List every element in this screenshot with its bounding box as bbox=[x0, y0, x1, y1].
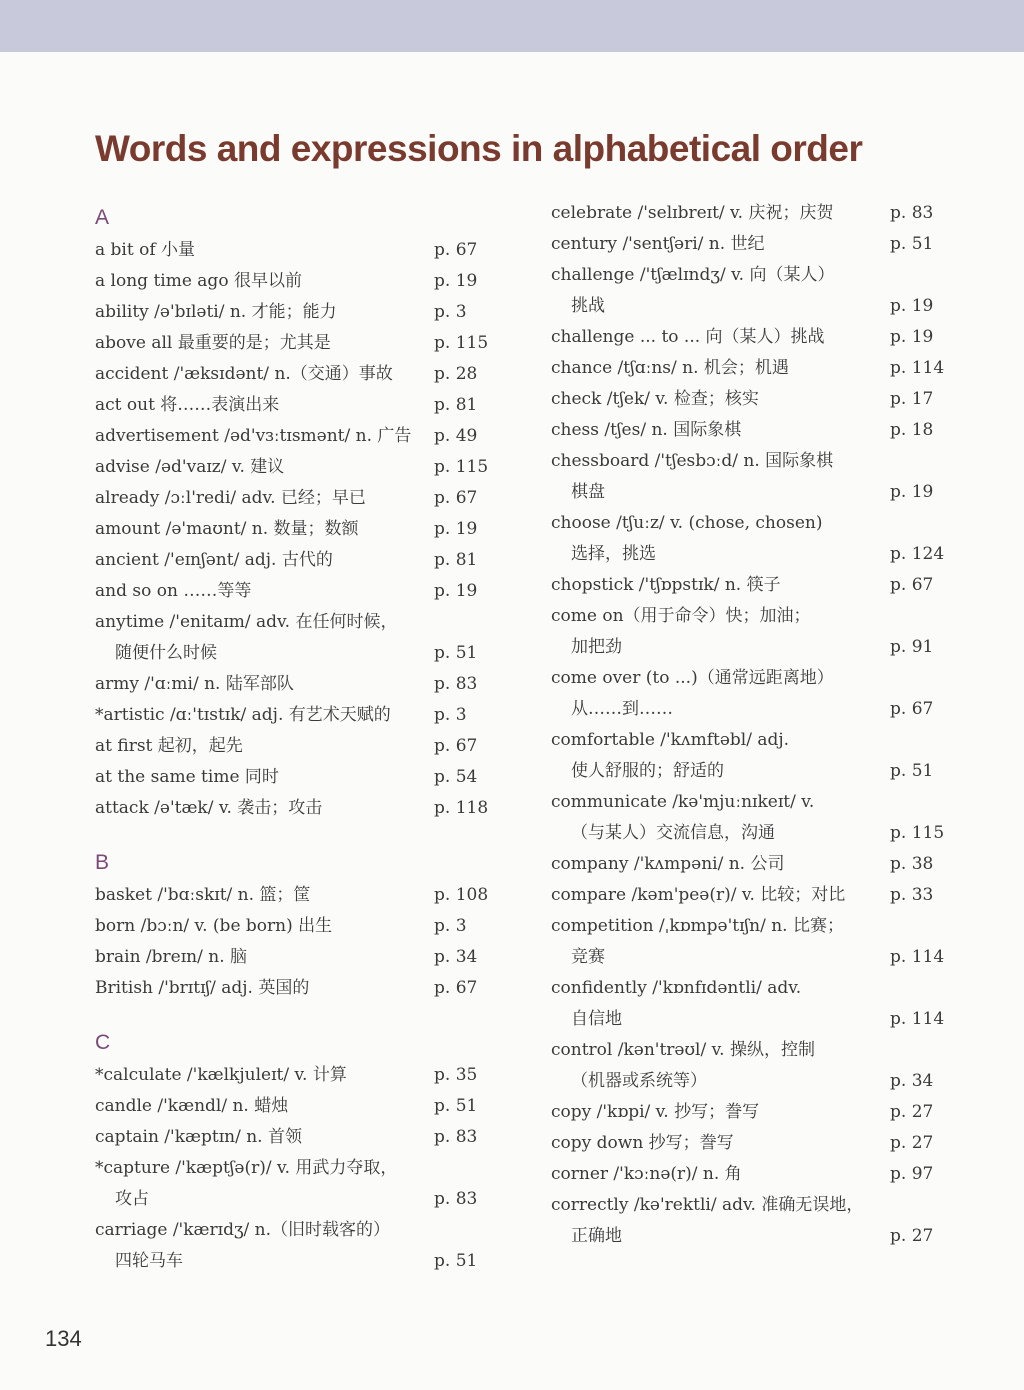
entry-page: p. 27 bbox=[890, 1226, 934, 1246]
entry-text: copy down 抄写；誊写 bbox=[551, 1133, 734, 1153]
entry-page: p. 115 bbox=[434, 333, 489, 353]
entry-text: chance /tʃɑːns/ n. 机会；机遇 bbox=[551, 358, 789, 378]
glossary-entry bbox=[551, 663, 951, 694]
glossary-entry bbox=[95, 514, 495, 545]
glossary-entry bbox=[551, 880, 951, 911]
entry-text: celebrate /'selɪbreɪt/ v. 庆祝；庆贺 bbox=[551, 203, 834, 223]
entry-page: p. 83 bbox=[434, 1189, 478, 1209]
entry-page: p. 83 bbox=[434, 1127, 478, 1147]
glossary-entry-continuation bbox=[551, 632, 951, 663]
glossary-entry bbox=[551, 353, 951, 384]
glossary-entry bbox=[551, 570, 951, 601]
entry-page: p. 28 bbox=[434, 364, 478, 384]
entry-text: British /'brɪtɪʃ/ adj. 英国的 bbox=[95, 978, 310, 998]
glossary-entry bbox=[551, 849, 951, 880]
glossary-entry bbox=[95, 762, 495, 793]
entry-page: p. 118 bbox=[434, 798, 489, 818]
entry-page: p. 51 bbox=[890, 761, 934, 781]
page-title: Words and expressions in alphabetical order bbox=[95, 128, 863, 169]
glossary-entry bbox=[95, 700, 495, 731]
glossary-entry bbox=[95, 1091, 495, 1122]
entry-text-continued: 自信地 bbox=[571, 1009, 622, 1029]
entry-text: copy /'kɒpi/ v. 抄写；誊写 bbox=[551, 1102, 760, 1122]
entry-page: p. 114 bbox=[890, 947, 945, 967]
glossary-entry-continuation bbox=[551, 1004, 951, 1035]
entry-text: act out 将……表演出来 bbox=[95, 395, 280, 415]
entry-text: check /tʃek/ v. 检查；核实 bbox=[551, 389, 759, 409]
entry-text: chess /tʃes/ n. 国际象棋 bbox=[551, 420, 742, 440]
entry-text-continued: 攻占 bbox=[115, 1189, 149, 1209]
entry-text-continued: 正确地 bbox=[571, 1226, 622, 1246]
glossary-entry-continuation bbox=[551, 1066, 951, 1097]
entry-text: chopstick /'tʃɒpstɪk/ n. 筷子 bbox=[551, 575, 781, 595]
glossary-entry bbox=[551, 508, 951, 539]
entry-text-continued: 竞赛 bbox=[571, 947, 605, 967]
entry-page: p. 27 bbox=[890, 1133, 934, 1153]
entry-text: correctly /kə'rektli/ adv. 准确无误地， bbox=[551, 1195, 864, 1215]
glossary-entry bbox=[551, 1097, 951, 1128]
entry-text-continued: 随便什么时候 bbox=[115, 643, 217, 663]
entry-text: carriage /'kærɪdʒ/ n.（旧时载客的） bbox=[95, 1220, 391, 1240]
glossary-entry-continuation bbox=[95, 638, 495, 669]
entry-page: p. 18 bbox=[890, 420, 934, 440]
entry-page: p. 83 bbox=[890, 203, 934, 223]
glossary-entry bbox=[95, 1215, 495, 1246]
entry-page: p. 67 bbox=[890, 699, 934, 719]
glossary-entry bbox=[95, 235, 495, 266]
entry-page: p. 114 bbox=[890, 1009, 945, 1029]
section-letter: A bbox=[95, 206, 110, 229]
entry-text: attack /ə'tæk/ v. 袭击；攻击 bbox=[95, 798, 323, 818]
glossary-entry bbox=[551, 1035, 951, 1066]
entry-page: p. 19 bbox=[434, 271, 478, 291]
glossary-entry-continuation bbox=[551, 291, 951, 322]
entry-text-continued: 加把劲 bbox=[571, 637, 622, 657]
entry-text-continued: 挑战 bbox=[571, 296, 605, 316]
glossary-entry bbox=[551, 725, 951, 756]
glossary-entry bbox=[551, 601, 951, 632]
entry-text-continued: 从……到…… bbox=[571, 699, 673, 719]
entry-text: advise /əd'vaɪz/ v. 建议 bbox=[95, 457, 285, 477]
entry-text: choose /tʃuːz/ v. (chose, chosen) bbox=[551, 513, 823, 533]
entry-page: p. 19 bbox=[434, 581, 478, 601]
entry-page: p. 17 bbox=[890, 389, 934, 409]
entry-page: p. 83 bbox=[434, 674, 478, 694]
entry-text-continued: （与某人）交流信息，沟通 bbox=[571, 823, 775, 843]
entry-text: competition /ˌkɒmpə'tɪʃn/ n. 比赛； bbox=[551, 916, 844, 936]
entry-text: at the same time 同时 bbox=[95, 767, 279, 787]
entry-text-continued: 四轮马车 bbox=[115, 1251, 183, 1271]
glossary-entry-continuation bbox=[551, 539, 951, 570]
glossary-entry bbox=[551, 446, 951, 477]
entry-text: army /'ɑːmi/ n. 陆军部队 bbox=[95, 674, 294, 694]
entry-text: challenge /'tʃælɪndʒ/ v. 向（某人） bbox=[551, 265, 835, 285]
entry-text: candle /'kændl/ n. 蜡烛 bbox=[95, 1096, 289, 1116]
glossary-entry bbox=[551, 787, 951, 818]
entry-page: p. 97 bbox=[890, 1164, 934, 1184]
entry-text: captain /'kæptɪn/ n. 首领 bbox=[95, 1127, 302, 1147]
entry-page: p. 3 bbox=[434, 302, 467, 322]
entry-page: p. 19 bbox=[434, 519, 478, 539]
entry-text: challenge ... to ... 向（某人）挑战 bbox=[551, 327, 825, 347]
entry-text: amount /ə'maʊnt/ n. 数量；数额 bbox=[95, 519, 359, 539]
entry-text: and so on ……等等 bbox=[95, 581, 252, 601]
entry-page: p. 19 bbox=[890, 482, 934, 502]
entry-text: anytime /'enitaɪm/ adv. 在任何时候， bbox=[95, 612, 398, 632]
entry-page: p. 114 bbox=[890, 358, 945, 378]
glossary-entry bbox=[95, 359, 495, 390]
entry-text: born /bɔːn/ v. (be born) 出生 bbox=[95, 916, 333, 936]
entry-text: communicate /kə'mjuːnɪkeɪt/ v. bbox=[551, 792, 815, 812]
left-column bbox=[95, 200, 495, 1277]
entry-page: p. 27 bbox=[890, 1102, 934, 1122]
glossary-entry bbox=[95, 452, 495, 483]
entry-page: p. 108 bbox=[434, 885, 489, 905]
glossary-entry bbox=[551, 1128, 951, 1159]
glossary-entry bbox=[95, 1060, 495, 1091]
glossary-entry bbox=[551, 973, 951, 1004]
glossary-entry bbox=[551, 322, 951, 353]
page-number: 134 bbox=[45, 1326, 82, 1351]
entry-text: brain /breɪn/ n. 脑 bbox=[95, 947, 248, 967]
glossary-entry bbox=[551, 229, 951, 260]
glossary-entry bbox=[95, 1153, 495, 1184]
glossary-entry bbox=[551, 384, 951, 415]
glossary-entry-continuation bbox=[551, 942, 951, 973]
entry-text: corner /'kɔːnə(r)/ n. 角 bbox=[551, 1164, 742, 1184]
entry-text: above all 最重要的是；尤其是 bbox=[95, 333, 331, 353]
section-letter: B bbox=[95, 851, 110, 874]
entry-text: *artistic /ɑː'tɪstɪk/ adj. 有艺术天赋的 bbox=[95, 705, 391, 725]
glossary-entry bbox=[95, 545, 495, 576]
entry-page: p. 19 bbox=[890, 296, 934, 316]
glossary-entry bbox=[551, 415, 951, 446]
entry-text: compare /kəm'peə(r)/ v. 比较；对比 bbox=[551, 885, 846, 905]
entry-text: control /kən'trəʊl/ v. 操纵，控制 bbox=[551, 1040, 815, 1060]
glossary-entry bbox=[95, 390, 495, 421]
glossary-entry bbox=[95, 1122, 495, 1153]
section-letter: C bbox=[95, 1031, 111, 1054]
entry-text-continued: （机器或系统等） bbox=[571, 1071, 707, 1091]
glossary-entry bbox=[95, 266, 495, 297]
entry-text: advertisement /əd'vɜːtɪsmənt/ n. 广告 bbox=[95, 426, 412, 446]
entry-text: a long time ago 很早以前 bbox=[95, 271, 302, 291]
entry-page: p. 124 bbox=[890, 544, 945, 564]
entry-text: comfortable /'kʌmftəbl/ adj. bbox=[551, 730, 790, 750]
entry-page: p. 19 bbox=[890, 327, 934, 347]
entry-page: p. 67 bbox=[434, 978, 478, 998]
glossary-entry bbox=[95, 880, 495, 911]
right-column bbox=[551, 198, 951, 1252]
glossary-entry-continuation bbox=[551, 477, 951, 508]
entry-page: p. 115 bbox=[890, 823, 945, 843]
glossary-entry-continuation bbox=[551, 756, 951, 787]
glossary-entry bbox=[551, 260, 951, 291]
entry-text: at first 起初，起先 bbox=[95, 736, 243, 756]
glossary-entry bbox=[95, 973, 495, 1004]
entry-text: company /'kʌmpəni/ n. 公司 bbox=[551, 854, 785, 874]
entry-text: already /ɔːl'redi/ adv. 已经；早已 bbox=[95, 488, 366, 508]
entry-page: p. 3 bbox=[434, 916, 467, 936]
entry-text-continued: 棋盘 bbox=[571, 482, 605, 502]
entry-text: *calculate /'kælkjuleɪt/ v. 计算 bbox=[95, 1065, 347, 1085]
entry-page: p. 35 bbox=[434, 1065, 478, 1085]
glossary-entry-continuation bbox=[551, 1221, 951, 1252]
entry-page: p. 51 bbox=[434, 643, 478, 663]
glossary-entry-continuation bbox=[551, 818, 951, 849]
glossary-entry bbox=[95, 942, 495, 973]
entry-text: chessboard /'tʃesbɔːd/ n. 国际象棋 bbox=[551, 451, 834, 471]
entry-page: p. 91 bbox=[890, 637, 934, 657]
entry-text-continued: 选择，挑选 bbox=[571, 544, 656, 564]
glossary-entry-continuation bbox=[95, 1184, 495, 1215]
entry-page: p. 67 bbox=[434, 736, 478, 756]
glossary-entry bbox=[95, 731, 495, 762]
glossary-entry bbox=[551, 1159, 951, 1190]
entry-page: p. 51 bbox=[434, 1096, 478, 1116]
entry-page: p. 3 bbox=[434, 705, 467, 725]
entry-text: come on（用于命令）快；加油； bbox=[551, 606, 811, 626]
entry-page: p. 54 bbox=[434, 767, 478, 787]
glossary-entry-continuation bbox=[95, 1246, 495, 1277]
entry-text-continued: 使人舒服的；舒适的 bbox=[571, 761, 724, 781]
entry-page: p. 81 bbox=[434, 550, 478, 570]
entry-page: p. 67 bbox=[890, 575, 934, 595]
glossary-entry bbox=[95, 576, 495, 607]
glossary-entry bbox=[95, 483, 495, 514]
entry-text: basket /'bɑːskɪt/ n. 篮；筐 bbox=[95, 885, 311, 905]
glossary-entry-continuation bbox=[551, 694, 951, 725]
entry-page: p. 67 bbox=[434, 488, 478, 508]
glossary-entry bbox=[95, 911, 495, 942]
entry-text: ability /ə'bɪləti/ n. 才能；能力 bbox=[95, 302, 337, 322]
glossary-entry bbox=[551, 1190, 951, 1221]
glossary-entry bbox=[95, 793, 495, 824]
entry-page: p. 51 bbox=[434, 1251, 478, 1271]
entry-text: *capture /'kæptʃə(r)/ v. 用武力夺取， bbox=[95, 1158, 398, 1178]
entry-page: p. 81 bbox=[434, 395, 478, 415]
top-band bbox=[0, 0, 1024, 52]
entry-page: p. 34 bbox=[890, 1071, 934, 1091]
entry-page: p. 115 bbox=[434, 457, 489, 477]
entry-text: a bit of 小量 bbox=[95, 240, 196, 260]
entry-page: p. 33 bbox=[890, 885, 934, 905]
glossary-entry bbox=[551, 911, 951, 942]
entry-text: accident /'æksɪdənt/ n.（交通）事故 bbox=[95, 364, 393, 384]
glossary-entry bbox=[551, 198, 951, 229]
glossary-entry bbox=[95, 297, 495, 328]
glossary-entry bbox=[95, 669, 495, 700]
entry-page: p. 67 bbox=[434, 240, 478, 260]
entry-page: p. 38 bbox=[890, 854, 934, 874]
entry-page: p. 49 bbox=[434, 426, 478, 446]
entry-page: p. 51 bbox=[890, 234, 934, 254]
entry-text: century /'sentʃəri/ n. 世纪 bbox=[551, 234, 765, 254]
entry-text: confidently /'kɒnfɪdəntli/ adv. bbox=[551, 978, 802, 998]
entry-page: p. 34 bbox=[434, 947, 478, 967]
entry-text: ancient /'eɪnʃənt/ adj. 古代的 bbox=[95, 550, 333, 570]
glossary-entry bbox=[95, 421, 495, 452]
glossary-entry bbox=[95, 328, 495, 359]
glossary-entry bbox=[95, 607, 495, 638]
entry-text: come over (to ...)（通常远距离地） bbox=[551, 668, 834, 688]
